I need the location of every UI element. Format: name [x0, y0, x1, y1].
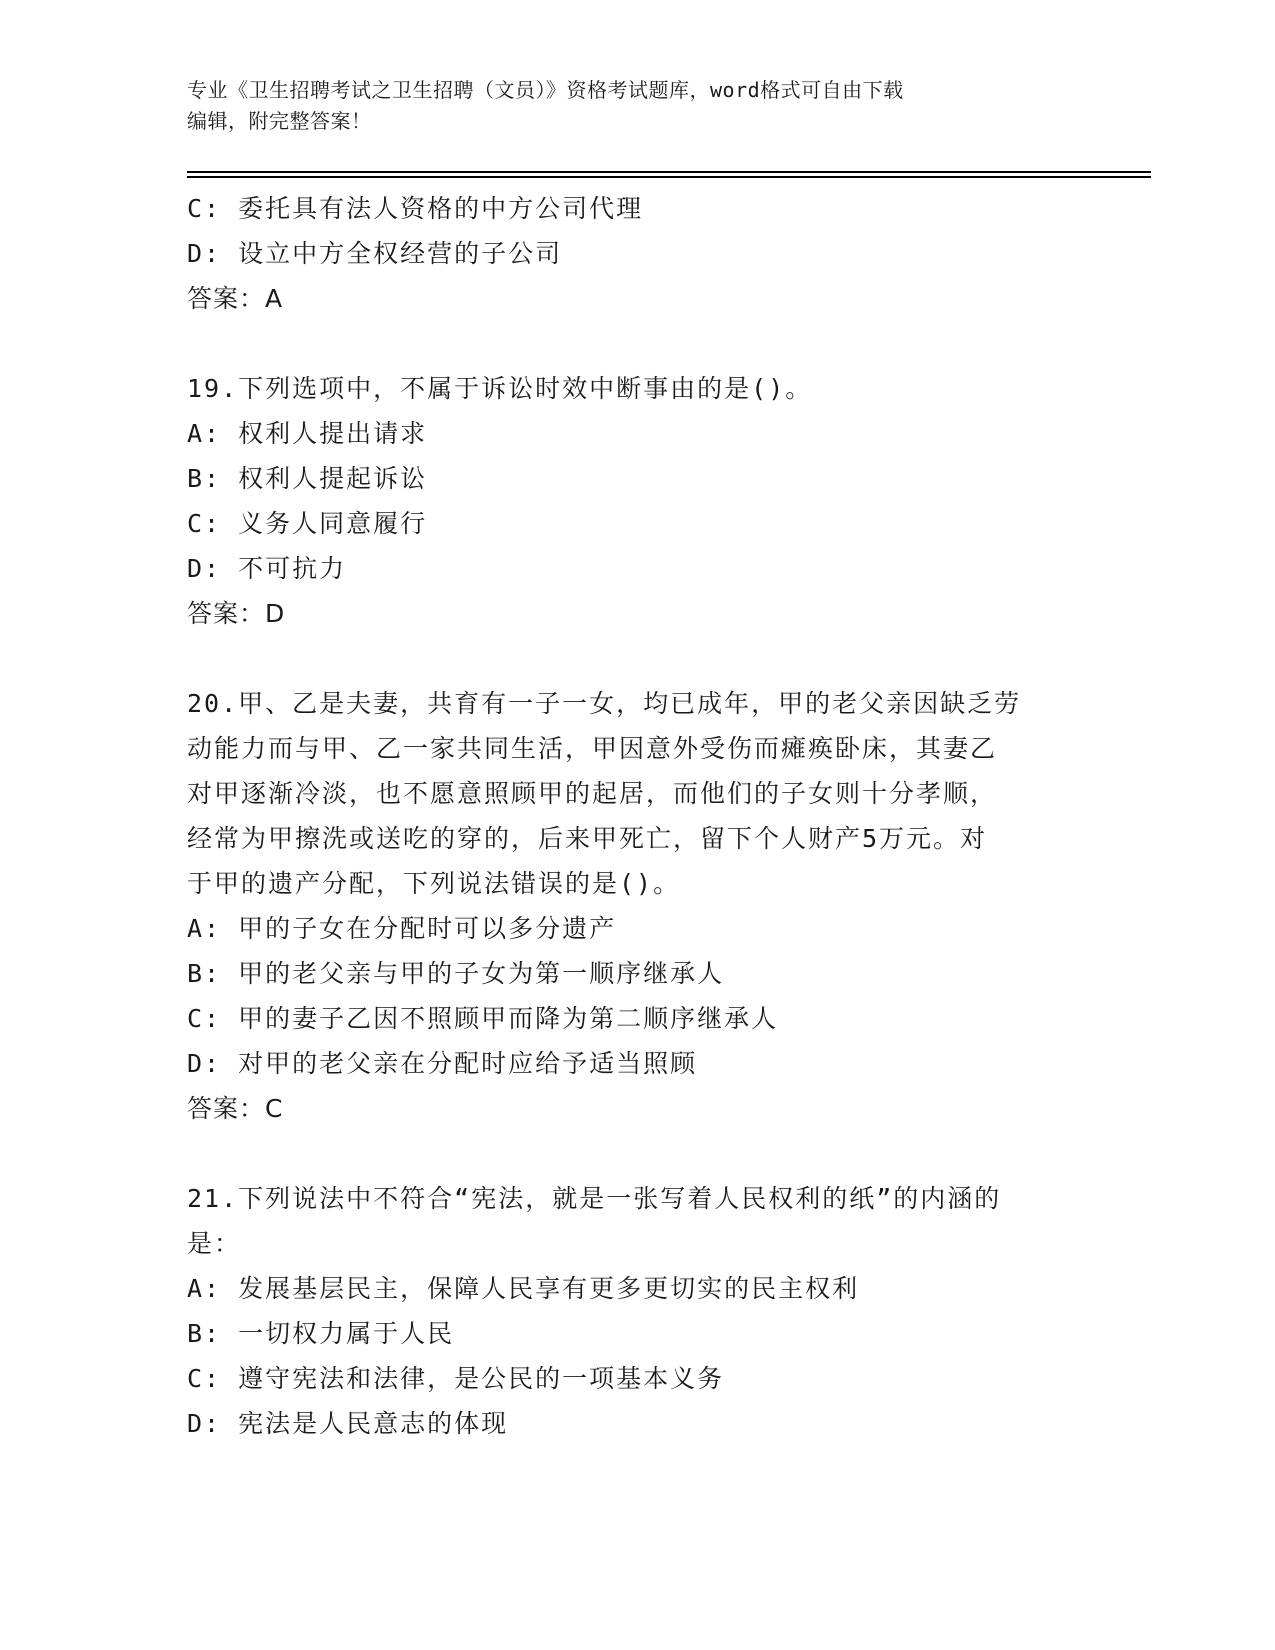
q20-stem-line-1: 20.甲、乙是夫妻，共育有一子一女，均已成年，甲的老父亲因缺乏劳: [187, 689, 1022, 718]
q19-option-a: A: 权利人提出请求: [187, 419, 428, 448]
prev-answer: 答案：A: [187, 284, 284, 313]
q20-option-a: A: 甲的子女在分配时可以多分遗产: [187, 914, 617, 943]
header-line-2: 编辑，附完整答案！: [187, 109, 372, 133]
q21-option-d: D: 宪法是人民意志的体现: [187, 1409, 509, 1438]
header-line-1: 专业《卫生招聘考试之卫生招聘（文员）》资格考试题库，word格式可自由下载: [187, 78, 904, 102]
q20-option-d: D: 对甲的老父亲在分配时应给予适当照顾: [187, 1049, 698, 1078]
q19-option-d: D: 不可抗力: [187, 554, 347, 583]
q20-answer: 答案：C: [187, 1094, 284, 1123]
q20-stem-line-2: 动能力而与甲、乙一家共同生活，甲因意外受伤而瘫痪卧床，其妻乙: [187, 734, 998, 763]
q20-stem-line-5: 于甲的遗产分配，下列说法错误的是()。: [187, 869, 681, 898]
q21-option-b: B: 一切权力属于人民: [187, 1319, 455, 1348]
prev-option-c: C: 委托具有法人资格的中方公司代理: [187, 194, 644, 223]
header-rule-top: [187, 171, 1151, 173]
q21-option-c: C: 遵守宪法和法律，是公民的一项基本义务: [187, 1364, 725, 1393]
q19-option-c: C: 义务人同意履行: [187, 509, 428, 538]
header-rule-bottom: [187, 176, 1151, 178]
q21-stem-line-1: 21.下列说法中不符合“宪法，就是一张写着人民权利的纸”的内涵的: [187, 1184, 1002, 1213]
q20-option-c: C: 甲的妻子乙因不照顾甲而降为第二顺序继承人: [187, 1004, 779, 1033]
q20-stem-line-4: 经常为甲擦洗或送吃的穿的，后来甲死亡，留下个人财产5万元。对: [187, 824, 988, 853]
q19-option-b: B: 权利人提起诉讼: [187, 464, 428, 493]
question-content: [187, 186, 1087, 1446]
q21-stem-line-2: 是：: [187, 1229, 242, 1258]
q21-option-a: A: 发展基层民主，保障人民享有更多更切实的民主权利: [187, 1274, 860, 1303]
prev-option-d: D: 设立中方全权经营的子公司: [187, 239, 563, 268]
q20-stem-line-3: 对甲逐渐冷淡，也不愿意照顾甲的起居，而他们的子女则十分孝顺，: [187, 779, 998, 808]
q19-answer: 答案：D: [187, 599, 286, 628]
q20-option-b: B: 甲的老父亲与甲的子女为第一顺序继承人: [187, 959, 725, 988]
q19-stem: 19.下列选项中，不属于诉讼时效中断事由的是()。: [187, 374, 813, 403]
document-header: [187, 75, 1087, 137]
